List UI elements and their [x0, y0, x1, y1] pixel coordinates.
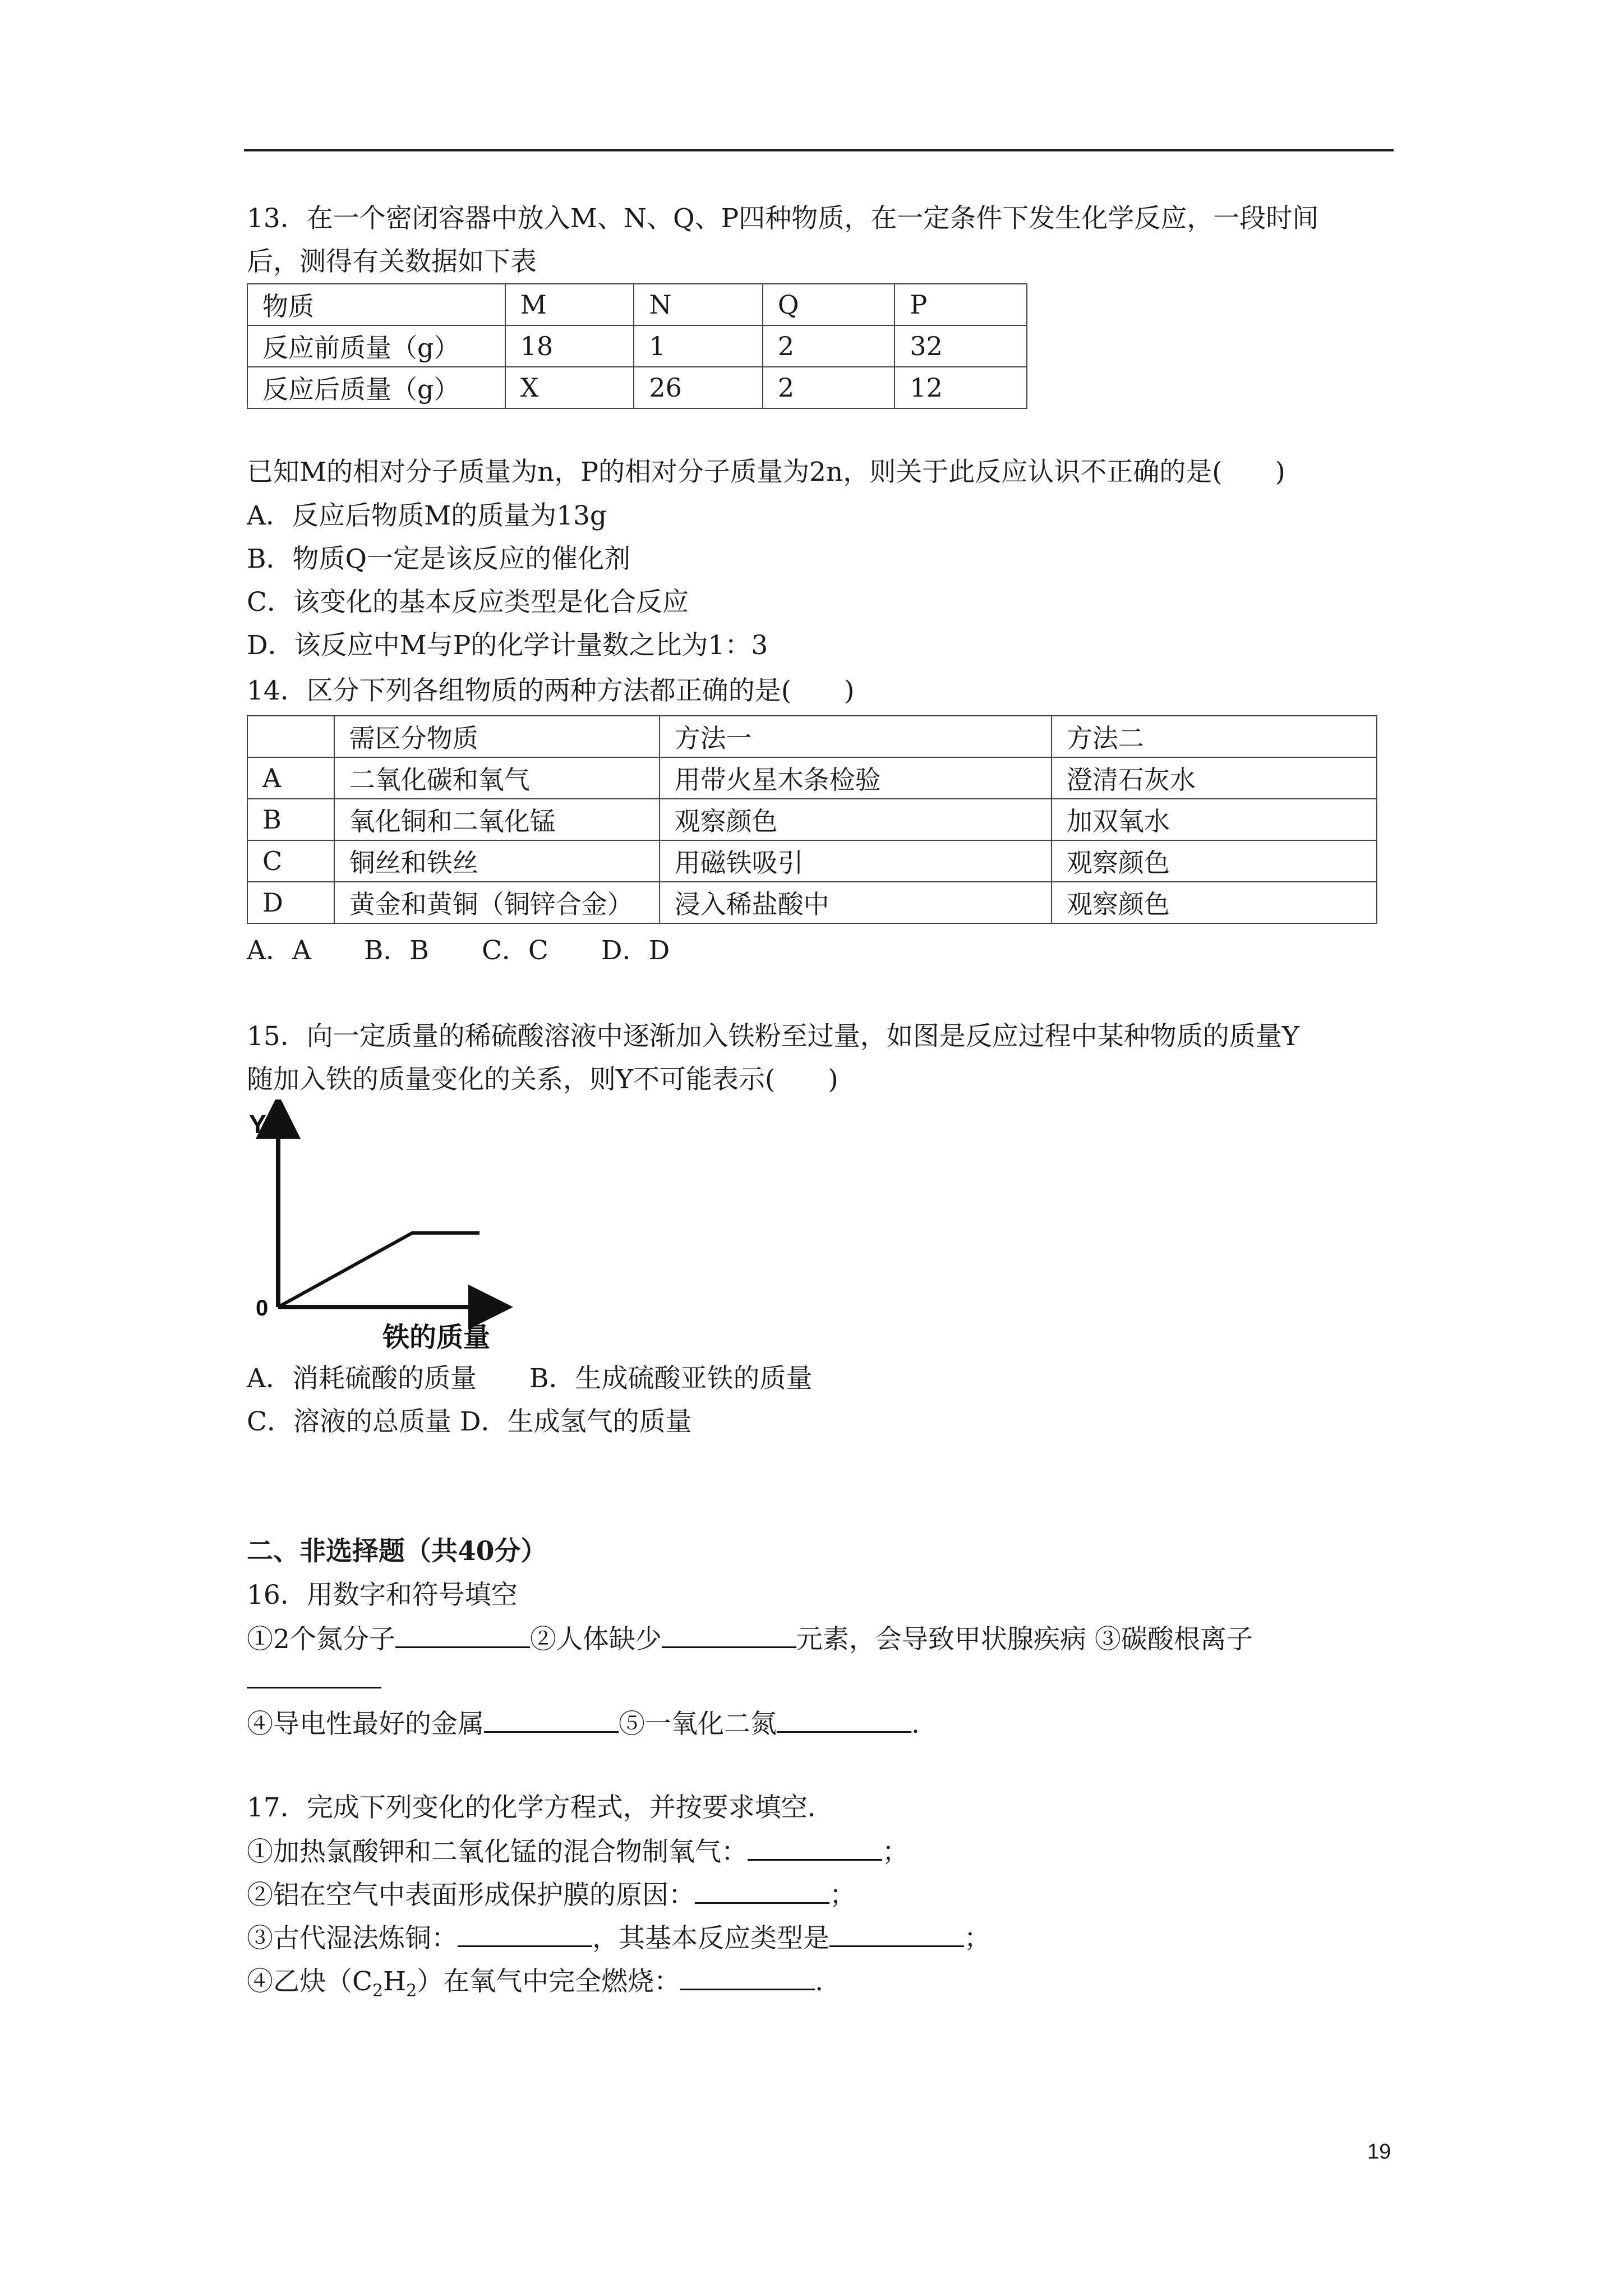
table-cell: 观察颜色: [660, 799, 1052, 840]
q15-stem-line1: 15．向一定质量的稀硫酸溶液中逐渐加入铁粉至过量，如图是反应过程中某种物质的质量Y: [247, 1021, 1299, 1052]
q17-semicolon: ；: [882, 1837, 909, 1867]
table-cell: 加双氧水: [1052, 799, 1377, 840]
table-cell: N: [634, 284, 763, 325]
q16-end: .: [911, 1709, 920, 1740]
table-cell: D: [247, 882, 334, 923]
q16-stem: 16．用数字和符号填空: [247, 1580, 518, 1611]
table-cell: 12: [895, 367, 1027, 408]
table-row: [247, 367, 1027, 408]
answer-blank[interactable]: [680, 1964, 815, 1990]
q15-graph: [241, 1099, 533, 1358]
q13-stem-line2: 后，测得有关数据如下表: [247, 246, 537, 277]
table-row: [247, 325, 1027, 367]
subscript: 2: [372, 1981, 384, 2001]
q16-part1: ①2个氮分子: [247, 1624, 395, 1655]
q13-option-c: C．该变化的基本反应类型是化合反应: [247, 587, 689, 618]
q16-part5: ⑤一氧化二氮: [619, 1709, 777, 1740]
answer-blank[interactable]: [484, 1706, 619, 1733]
q17-item4-text-b: ）在氧气中完全燃烧：: [417, 1966, 681, 1997]
q13-note: 已知M的相对分子质量为n，P的相对分子质量为2n，则关于此反应认识不正确的是( ): [247, 457, 1285, 487]
table-cell: X: [505, 367, 634, 408]
q17-semicolon: ；: [964, 1923, 990, 1954]
q17-item1: [247, 1834, 909, 1869]
table-cell: 26: [634, 367, 763, 408]
table-row: [247, 882, 1377, 923]
q16-line2: [247, 1662, 381, 1697]
q17-end: .: [815, 1966, 824, 1997]
table-cell: 反应后质量（g）: [247, 367, 505, 408]
table-cell: B: [247, 799, 334, 840]
q13-stem-line1: 13．在一个密闭容器中放入M、N、Q、P四种物质，在一定条件下发生化学反应，一段时间: [247, 203, 1319, 234]
table-cell: 黄金和黄铜（铜锌合金）: [334, 882, 660, 923]
table-cell: 18: [505, 325, 634, 367]
origin-label: 0: [256, 1296, 269, 1320]
table-cell: 氧化铜和二氧化锰: [334, 799, 660, 840]
answer-blank[interactable]: [662, 1622, 796, 1648]
q15-options-line2: C．溶液的总质量 D．生成氢气的质量: [247, 1406, 692, 1437]
y-axis-label: Y: [249, 1110, 266, 1139]
q15-stem-line2: 随加入铁的质量变化的关系，则Y不可能表示( ): [247, 1064, 838, 1095]
q15-options-line1: A．消耗硫酸的质量 B．生成硫酸亚铁的质量: [247, 1363, 813, 1394]
q16-part2: ②人体缺少: [529, 1624, 662, 1655]
q17-semicolon: ；: [829, 1880, 856, 1911]
q17-item2-text: ②铝在空气中表面形成保护膜的原因：: [247, 1880, 695, 1911]
table-cell: 二氧化碳和氧气: [334, 757, 660, 799]
q16-part4: ④导电性最好的金属: [247, 1709, 484, 1740]
top-rule: [244, 149, 1394, 151]
table-cell: M: [505, 284, 634, 325]
table-cell: 物质: [247, 284, 505, 325]
table-cell: P: [895, 284, 1027, 325]
table-cell: 澄清石灰水: [1052, 757, 1377, 799]
q14-options: A．A B．B C．C D．D: [247, 935, 670, 966]
table-cell: 方法一: [660, 716, 1052, 757]
q13-option-d: D．该反应中M与P的化学计量数之比为1：3: [247, 630, 768, 661]
table-cell: 铜丝和铁丝: [334, 840, 660, 882]
q17-item4: [247, 1964, 823, 2008]
q17-item4-text-a: ④乙炔（C: [247, 1966, 372, 1997]
answer-blank[interactable]: [695, 1878, 829, 1904]
answer-blank[interactable]: [458, 1921, 592, 1947]
table-cell: 浸入稀盐酸中: [660, 882, 1052, 923]
x-axis-label: 铁的质量: [382, 1323, 491, 1352]
q16-line3: [247, 1706, 920, 1741]
table-cell: 需区分物质: [334, 716, 660, 757]
table-row: [247, 840, 1377, 882]
table-cell: 32: [895, 325, 1027, 367]
subscript: 2: [406, 1981, 417, 2001]
q14-table: [247, 715, 1377, 924]
q16-part2b: 元素，会导致甲状腺疾病: [796, 1624, 1086, 1655]
q13-option-b: B．物质Q一定是该反应的催化剂: [247, 544, 631, 574]
q13-option-a: A．反应后物质M的质量为13g: [247, 500, 607, 531]
table-cell: 方法二: [1052, 716, 1377, 757]
answer-blank[interactable]: [247, 1662, 381, 1688]
q17-item2: [247, 1878, 856, 1912]
answer-blank[interactable]: [395, 1622, 530, 1648]
table-cell: A: [247, 757, 334, 799]
q14-stem: 14．区分下列各组物质的两种方法都正确的是( ): [247, 675, 855, 706]
q16-part3: ③碳酸根离子: [1094, 1624, 1253, 1655]
table-cell: C: [247, 840, 334, 882]
answer-blank[interactable]: [748, 1834, 882, 1861]
answer-blank[interactable]: [829, 1921, 964, 1947]
q13-table: [247, 283, 1027, 409]
q17-item3: [247, 1921, 990, 1955]
table-cell: Q: [763, 284, 895, 325]
table-cell: 用磁铁吸引: [660, 840, 1052, 882]
table-row: [247, 799, 1377, 840]
q17-stem: 17．完成下列变化的化学方程式，并按要求填空．: [247, 1792, 834, 1823]
curve: [278, 1233, 479, 1307]
table-cell: 观察颜色: [1052, 840, 1377, 882]
table-row: [247, 284, 1027, 325]
table-row: [247, 716, 1377, 757]
table-cell: 反应前质量（g）: [247, 325, 505, 367]
answer-blank[interactable]: [777, 1706, 911, 1733]
table-cell: 1: [634, 325, 763, 367]
q17-item4-mid: H: [383, 1966, 407, 1997]
table-row: [247, 757, 1377, 799]
q16-line1: [247, 1622, 1253, 1657]
table-cell: 2: [763, 367, 895, 408]
q17-item3-text-b: ，其基本反应类型是: [592, 1923, 829, 1954]
table-cell: 用带火星木条检验: [660, 757, 1052, 799]
section-title: 二、非选择题（共40分）: [247, 1536, 547, 1567]
table-cell: 观察颜色: [1052, 882, 1377, 923]
table-cell: [247, 716, 334, 757]
q17-item3-text-a: ③古代湿法炼铜：: [247, 1923, 458, 1954]
page-number: 19: [1367, 2140, 1391, 2164]
q17-item1-text: ①加热氯酸钾和二氧化锰的混合物制氧气：: [247, 1837, 748, 1867]
table-cell: 2: [763, 325, 895, 367]
